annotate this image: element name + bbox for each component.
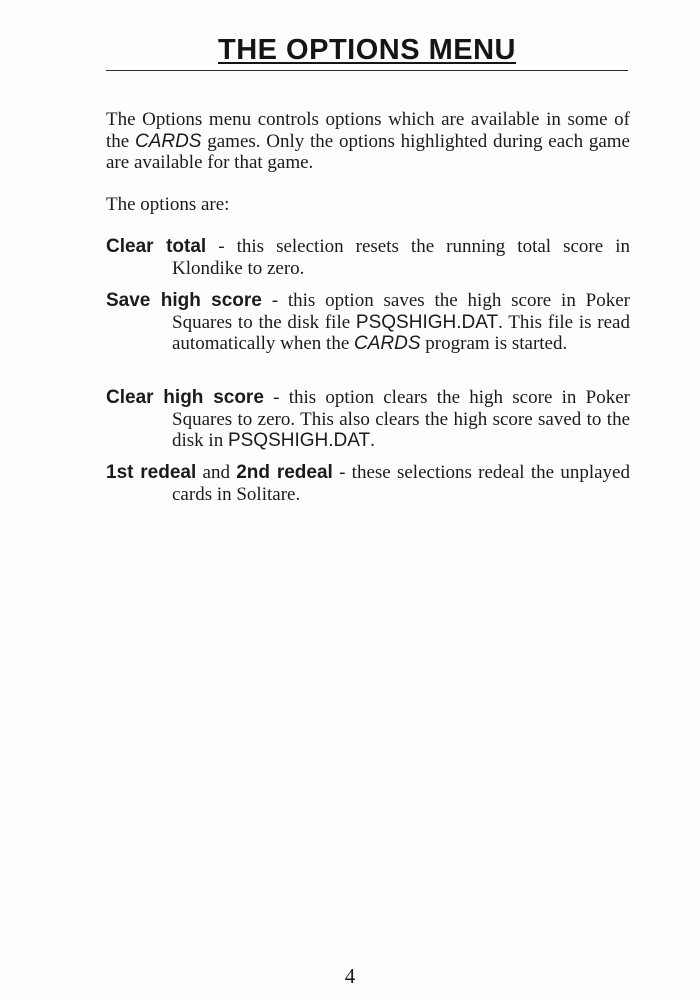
option-description: - this option clears the high score in Poker Squares to zero. This also clears the high score saved to the disk in [172,387,630,451]
options-lead: The options are: [106,194,230,215]
file-name: PSQSHIGH.DAT [227,430,371,451]
option-description: program is started. [420,333,568,354]
option-entry-clear-high-score [106,387,630,452]
option-term: Clear high score [106,387,264,408]
intro-text-2: games. Only the options highlighted during each game are available for that game. [106,130,630,173]
option-term: Save high score [106,290,262,311]
option-entry-clear-total [106,236,630,279]
page-number: 4 [344,964,356,988]
option-term: 1st redeal [106,462,197,483]
cards-program-name: CARDS [354,333,421,354]
page-title: THE OPTIONS MENU [217,34,516,66]
option-entry-save-high-score [106,290,630,355]
file-name: PSQSHIGH.DAT [355,311,499,333]
option-description: . [370,430,375,451]
option-description: - these selections redeal the unplayed cards in Solitare. [172,462,630,505]
cards-program-name: CARDS [134,130,202,152]
option-term: Clear total [106,236,207,257]
intro-paragraph [106,109,630,174]
option-description: - this option saves the high score in Poker Squares to the disk file [172,290,630,333]
option-connector: and [196,462,237,483]
option-entry-redeal [106,462,630,505]
option-description: . This file is read automatically when the [172,311,630,354]
option-description: - this selection resets the running total score in Klondike to zero. [172,236,630,279]
intro-text-1: The Options menu controls options which are available in some of the [106,109,630,152]
title-rule [106,30,628,71]
option-term: 2nd redeal [236,462,333,483]
